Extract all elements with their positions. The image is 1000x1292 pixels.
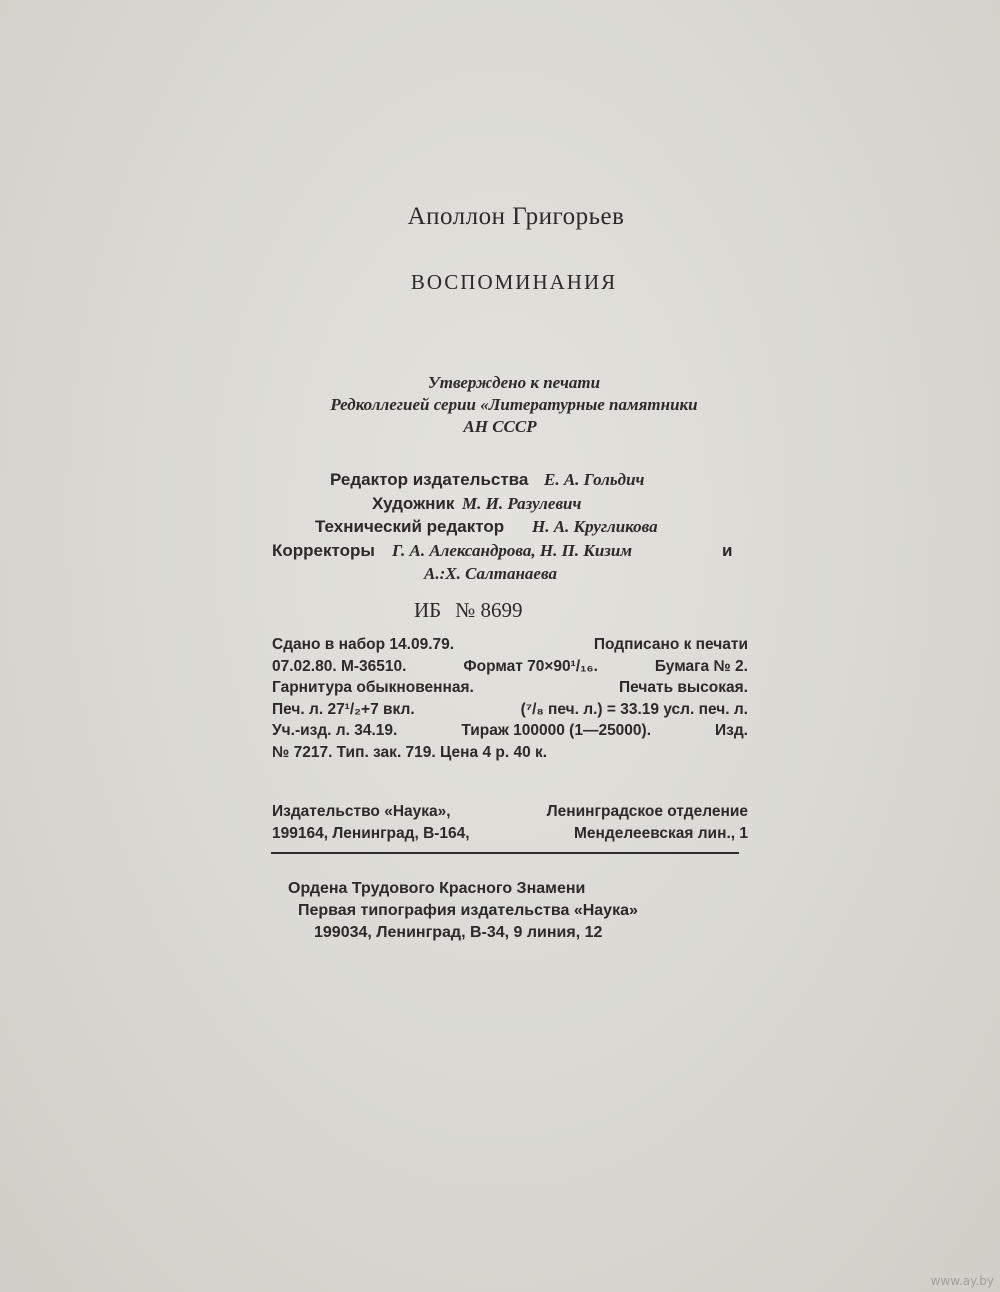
specs-line (272, 720, 748, 742)
tech-editor-name: Н. А. Кругликова (532, 517, 658, 536)
publisher-text: Ленинградское отделение (546, 803, 748, 820)
site-watermark: www.ay.by (930, 1274, 994, 1288)
book-author: Аполлон Григорьев (407, 203, 625, 230)
ib-number (414, 598, 523, 623)
credit-editor (0, 468, 1000, 492)
publisher-line (272, 801, 748, 823)
tech-editor-role: Технический редактор (315, 517, 505, 536)
printer-line-3: 199034, Ленинград, В-34, 9 линия, 12 (314, 924, 603, 941)
credit-proofreaders (0, 539, 1000, 563)
specs-text: № 7217. Тип. зак. 719. Цена 4 р. 40 к. (272, 743, 548, 761)
proof-names-2: А.:Х. Салтанаева (424, 564, 557, 583)
specs-line (272, 677, 748, 699)
publisher-text: Менделеевская лин., 1 (573, 824, 748, 842)
specs-line (272, 742, 748, 764)
printer-line-1: Ордена Трудового Красного Знамени (288, 880, 586, 897)
specs-line (272, 656, 748, 678)
specs-text: Гарнитура обыкновенная. (272, 679, 474, 696)
approval-line-2: Редколлегией серии «Литературные памятники (330, 395, 698, 414)
specs-text: Формат 70×90¹/₁₆. (463, 657, 598, 675)
specs-text: Изд. (715, 722, 748, 739)
printer-line-2: Первая типография издательства «Наука» (298, 902, 638, 919)
ib-value: № 8699 (455, 598, 523, 622)
specs-text: Печать высокая. (618, 679, 748, 696)
specs-line (272, 699, 748, 721)
proof-names-1: Г. А. Александрова, Н. П. Кизим (392, 540, 633, 560)
editor-role: Редактор издательства (330, 470, 529, 489)
artist-role: Художник (372, 493, 455, 513)
credit-proofreaders-cont (0, 562, 1000, 586)
specs-line (272, 634, 748, 656)
specs-text: 07.02.80. М-36510. (272, 657, 407, 675)
printer-address (288, 878, 728, 944)
approval-line-1: Утверждено к печати (427, 373, 601, 392)
specs-text: Тираж 100000 (1—25000). (461, 722, 652, 739)
specs-text: Печ. л. 27¹/₂+7 вкл. (272, 700, 415, 718)
proof-role: Корректоры (272, 540, 375, 560)
artist-name: М. И. Разулевич (462, 493, 582, 513)
proof-and: и (722, 540, 733, 560)
publisher-line (272, 823, 748, 845)
specs-text: Уч.-изд. л. 34.19. (272, 722, 398, 739)
book-title: ВОСПОМИНАНИЯ (410, 270, 618, 294)
specs-text: Бумага № 2. (654, 657, 748, 675)
publisher-text: 199164, Ленинград, В-164, (272, 824, 470, 842)
approval-block (0, 372, 1000, 438)
publisher-text: Издательство «Наука», (272, 803, 451, 820)
credit-tech-editor (0, 515, 1000, 539)
specs-text: (⁷/₈ печ. л.) = 33.19 усл. печ. л. (520, 700, 748, 718)
publisher-address (272, 801, 748, 844)
specs-text: Сдано в набор 14.09.79. (272, 636, 455, 653)
divider-rule (271, 852, 739, 854)
editor-name: Е. А. Гольдич (544, 470, 645, 489)
approval-line-3: АН СССР (463, 417, 537, 436)
print-specs (272, 634, 748, 763)
credits-block (0, 468, 1000, 586)
ib-label: ИБ (414, 598, 442, 622)
specs-text: Подписано к печати (593, 636, 748, 653)
credit-artist (0, 492, 1000, 516)
